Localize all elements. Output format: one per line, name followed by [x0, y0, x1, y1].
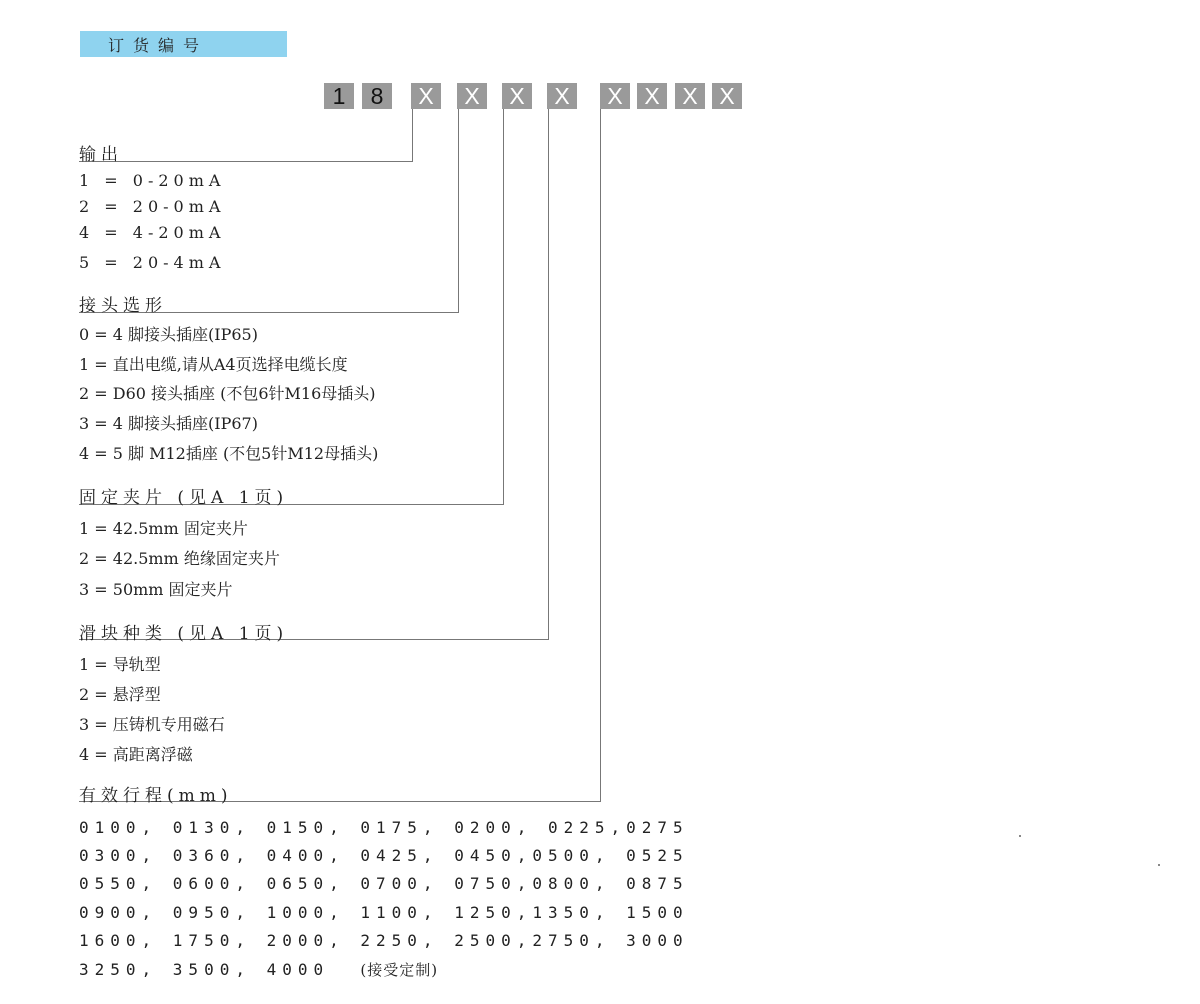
clip-option: 3 = 50mm 固定夹片: [79, 580, 233, 599]
connector-section-title: 接头选形: [79, 296, 167, 316]
stroke-values-row: 0550, 0600, 0650, 0700, 0750,0800, 0875: [79, 874, 689, 893]
stroke-values-row: 0100, 0130, 0150, 0175, 0200, 0225,0275: [79, 818, 689, 837]
clip-option: 1 = 42.5mm 固定夹片: [79, 519, 248, 538]
connector-line-slider-vertical: [548, 109, 549, 639]
code-placeholder-connector: X: [457, 83, 487, 109]
code-placeholder-stroke-2: X: [637, 83, 667, 109]
clip-section-title: 固定夹片 (见A 1页): [79, 488, 289, 508]
connector-line-clip-vertical: [503, 109, 504, 504]
decorative-speck: [1019, 835, 1021, 837]
slider-option: 3 = 压铸机专用磁石: [79, 715, 225, 734]
code-placeholder-clip: X: [502, 83, 532, 109]
output-option: 1 = 0-20mA: [79, 171, 226, 190]
code-placeholder-stroke-4: X: [712, 83, 742, 109]
connector-option: 1 = 直出电缆,请从A4页选择电缆长度: [79, 355, 348, 374]
connector-option: 2 = D60 接头插座 (不包6针M16母插头): [79, 384, 376, 403]
stroke-section-title: 有效行程(mm): [79, 786, 233, 806]
slider-section-title: 滑块种类 (见A 1页): [79, 624, 289, 644]
clip-option: 2 = 42.5mm 绝缘固定夹片: [79, 549, 280, 568]
code-placeholder-slider: X: [547, 83, 577, 109]
order-code-title: 订货编号: [108, 35, 209, 55]
output-section-title: 输出: [79, 145, 123, 165]
connector-line-stroke-vertical: [600, 109, 601, 801]
connector-option: 0 = 4 脚接头插座(IP65): [79, 325, 258, 344]
output-option: 2 = 20-0mA: [79, 197, 226, 216]
decorative-speck: [1158, 864, 1160, 866]
connector-line-connector-vertical: [458, 109, 459, 312]
stroke-values-row: 0300, 0360, 0400, 0425, 0450,0500, 0525: [79, 846, 689, 865]
code-placeholder-stroke-3: X: [675, 83, 705, 109]
connector-option: 4 = 5 脚 M12插座 (不包5针M12母插头): [79, 444, 379, 463]
output-option: 5 = 20-4mA: [79, 253, 226, 272]
connector-line-output-horizontal: [79, 161, 413, 162]
slider-option: 4 = 高距离浮磁: [79, 745, 193, 764]
slider-option: 2 = 悬浮型: [79, 685, 161, 704]
stroke-values-row: 0900, 0950, 1000, 1100, 1250,1350, 1500: [79, 903, 689, 922]
code-placeholder-output: X: [411, 83, 441, 109]
stroke-values-row-last: [79, 959, 438, 980]
code-digit-1: 1: [324, 83, 354, 109]
code-placeholder-stroke-1: X: [600, 83, 630, 109]
connector-line-output-vertical: [412, 109, 413, 161]
connector-option: 3 = 4 脚接头插座(IP67): [79, 414, 258, 433]
order-code-header: [80, 31, 287, 57]
stroke-values-row: 3250, 3500, 4000: [79, 960, 330, 979]
custom-order-note: (接受定制): [360, 961, 439, 979]
code-digit-8: 8: [362, 83, 392, 109]
output-option: 4 = 4-20mA: [79, 223, 226, 242]
slider-option: 1 = 导轨型: [79, 655, 161, 674]
stroke-values-row: 1600, 1750, 2000, 2250, 2500,2750, 3000: [79, 931, 689, 950]
